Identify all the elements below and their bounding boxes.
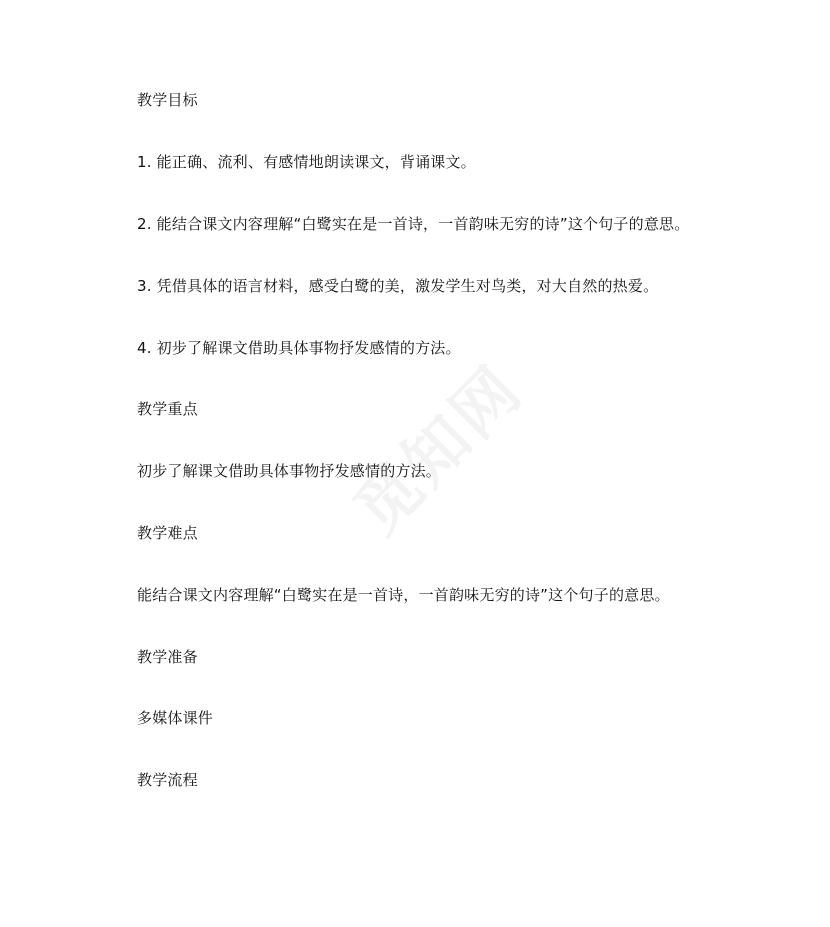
goal-item-3: 3. 凭借具体的语言材料，感受白鹭的美，激发学生对鸟类，对大自然的热爱。 [137, 277, 659, 295]
goal-item-1: 1. 能正确、流利、有感情地朗读课文，背诵课文。 [137, 153, 476, 171]
difficulties-text: 能结合课文内容理解“白鹭实在是一首诗，一首韵味无穷的诗”这个句子的意思。 [137, 586, 670, 604]
preparation-text: 多媒体课件 [137, 709, 214, 727]
heading-procedure: 教学流程 [137, 771, 198, 789]
heading-preparation: 教学准备 [137, 648, 198, 666]
key-points-text: 初步了解课文借助具体事物抒发感情的方法。 [137, 462, 442, 480]
goal-item-2: 2. 能结合课文内容理解“白鹭实在是一首诗，一首韵味无穷的诗”这个句子的意思。 [137, 215, 690, 233]
heading-key-points: 教学重点 [137, 400, 198, 418]
heading-difficulties: 教学难点 [137, 524, 198, 542]
goal-item-4: 4. 初步了解课文借助具体事物抒发感情的方法。 [137, 339, 461, 357]
heading-teaching-goals: 教学目标 [137, 91, 198, 109]
